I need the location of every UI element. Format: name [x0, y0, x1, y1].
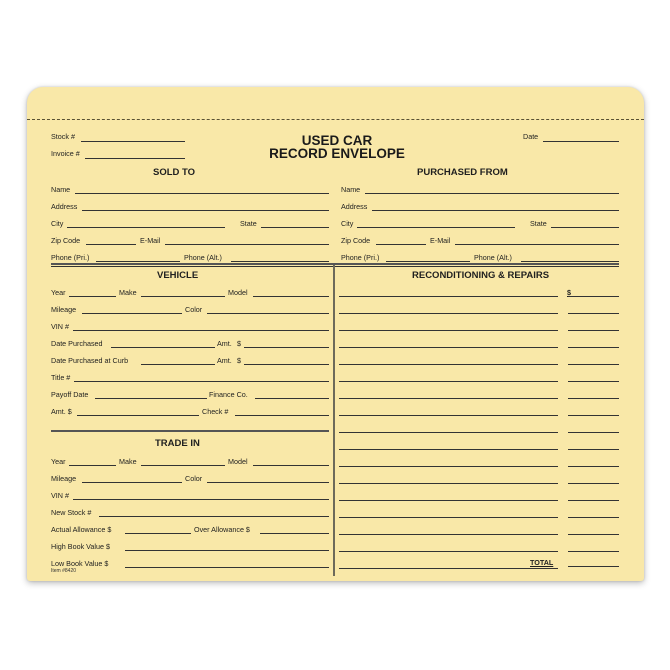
ti-make-field[interactable] — [141, 465, 225, 466]
invoice-label: Invoice # — [51, 149, 80, 158]
veh-vin-label: VIN # — [51, 322, 69, 331]
vehicle-trade-divider — [51, 430, 329, 432]
veh-vin-field[interactable] — [73, 330, 329, 331]
repair-description-line[interactable] — [339, 296, 558, 297]
veh-amt-field[interactable] — [244, 347, 329, 348]
veh-title-label: Title # — [51, 373, 71, 382]
title-line-1: USED CAR — [301, 133, 373, 148]
veh-make-field[interactable] — [141, 296, 225, 297]
sold-zip-field[interactable] — [86, 244, 136, 245]
pf-phone-pri-label: Phone (Pri.) — [341, 253, 380, 262]
pf-email-field[interactable] — [455, 244, 619, 245]
repair-description-line[interactable] — [339, 568, 558, 569]
repair-description-line[interactable] — [339, 517, 558, 518]
total-label: TOTAL — [530, 558, 554, 567]
vehicle-heading: VEHICLE — [157, 270, 199, 281]
repair-description-line[interactable] — [339, 551, 558, 552]
repair-amount-line[interactable] — [568, 466, 619, 467]
veh-payoff-field[interactable] — [95, 398, 207, 399]
veh-amt3-field[interactable] — [77, 415, 199, 416]
veh-check-label: Check # — [202, 407, 229, 416]
veh-year-label: Year — [51, 288, 66, 297]
record-envelope — [27, 87, 644, 581]
veh-color-label: Color — [185, 305, 203, 314]
repair-description-line[interactable] — [339, 347, 558, 348]
veh-year-field[interactable] — [69, 296, 116, 297]
trade-in-heading: TRADE IN — [155, 438, 200, 449]
pf-zip-label: Zip Code — [341, 236, 371, 245]
pf-phone-pri-field[interactable] — [386, 261, 470, 262]
item-number: Item #8420 — [51, 568, 77, 574]
veh-amt2-field[interactable] — [244, 364, 329, 365]
ti-year-field[interactable] — [69, 465, 116, 466]
date-field[interactable] — [543, 141, 619, 142]
invoice-field[interactable] — [85, 158, 185, 159]
repair-amount-line[interactable] — [568, 296, 619, 297]
pf-city-label: City — [341, 219, 354, 228]
veh-date-purchased-label: Date Purchased — [51, 339, 103, 348]
veh-color-field[interactable] — [207, 313, 329, 314]
veh-model-label: Model — [228, 288, 248, 297]
sold-address-label: Address — [51, 202, 78, 211]
repair-amount-line[interactable] — [568, 500, 619, 501]
pf-state-field[interactable] — [551, 227, 619, 228]
ti-high-book-field[interactable] — [125, 550, 329, 551]
veh-date-curb-label: Date Purchased at Curb — [51, 356, 129, 365]
repair-amount-line[interactable] — [568, 398, 619, 399]
sold-email-label: E-Mail — [140, 236, 161, 245]
repair-amount-line[interactable] — [568, 415, 619, 416]
repair-amount-line[interactable] — [568, 432, 619, 433]
pf-name-label: Name — [341, 185, 361, 194]
purchased-from-heading: PURCHASED FROM — [417, 167, 508, 178]
sold-name-label: Name — [51, 185, 71, 194]
ti-color-label: Color — [185, 474, 203, 483]
repair-description-line[interactable] — [339, 483, 558, 484]
repair-amount-line[interactable] — [568, 330, 619, 331]
sold-city-label: City — [51, 219, 64, 228]
ti-make-label: Make — [119, 457, 137, 466]
veh-amt3-label: Amt. $ — [51, 407, 72, 416]
sold-city-field[interactable] — [67, 227, 225, 228]
title-line-2: RECORD ENVELOPE — [269, 146, 405, 161]
repair-amount-line[interactable] — [568, 483, 619, 484]
repair-description-line[interactable] — [339, 534, 558, 535]
reconditioning-heading: RECONDITIONING & REPAIRS — [412, 270, 550, 281]
sold-address-field[interactable] — [82, 210, 329, 211]
veh-finance-label: Finance Co. — [209, 390, 248, 399]
section-divider-thin — [51, 266, 619, 267]
pf-email-label: E-Mail — [430, 236, 451, 245]
pf-phone-alt-field[interactable] — [521, 261, 619, 262]
sold-phone-pri-field[interactable] — [96, 261, 180, 262]
ti-low-book-field[interactable] — [125, 567, 329, 568]
sold-zip-label: Zip Code — [51, 236, 81, 245]
pf-address-field[interactable] — [372, 210, 619, 211]
repair-description-line[interactable] — [339, 313, 558, 314]
repair-amount-line[interactable] — [568, 347, 619, 348]
veh-payoff-label: Payoff Date — [51, 390, 89, 399]
ti-high-book-label: High Book Value $ — [51, 542, 111, 551]
total-field[interactable] — [568, 566, 619, 567]
recon-dollar-sign: $ — [567, 288, 571, 297]
veh-amt2-label: Amt. — [217, 356, 232, 365]
sold-email-field[interactable] — [165, 244, 329, 245]
perforation-line — [27, 119, 644, 120]
ti-model-field[interactable] — [253, 465, 329, 466]
repair-description-line[interactable] — [339, 432, 558, 433]
veh-check-field[interactable] — [235, 415, 329, 416]
sold-state-label: State — [240, 219, 257, 228]
veh-amt2-dollar: $ — [237, 356, 241, 365]
repair-amount-line[interactable] — [568, 381, 619, 382]
veh-amt-label: Amt. — [217, 339, 232, 348]
ti-vin-label: VIN # — [51, 491, 69, 500]
ti-actual-allowance-field[interactable] — [125, 533, 191, 534]
repair-description-line[interactable] — [339, 466, 558, 467]
column-divider — [333, 265, 335, 576]
veh-model-field[interactable] — [253, 296, 329, 297]
veh-mileage-label: Mileage — [51, 305, 77, 314]
repair-description-line[interactable] — [339, 330, 558, 331]
ti-year-label: Year — [51, 457, 66, 466]
sold-phone-alt-label: Phone (Alt.) — [184, 253, 222, 262]
pf-address-label: Address — [341, 202, 368, 211]
repair-description-line[interactable] — [339, 500, 558, 501]
pf-zip-field[interactable] — [376, 244, 426, 245]
ti-over-allowance-label: Over Allowance $ — [194, 525, 250, 534]
veh-title-field[interactable] — [74, 381, 329, 382]
repair-amount-line[interactable] — [568, 364, 619, 365]
veh-mileage-field[interactable] — [82, 313, 182, 314]
ti-new-stock-label: New Stock # — [51, 508, 92, 517]
section-divider — [51, 263, 619, 265]
ti-over-allowance-field[interactable] — [260, 533, 329, 534]
ti-model-label: Model — [228, 457, 248, 466]
ti-new-stock-field[interactable] — [99, 516, 329, 517]
pf-state-label: State — [530, 219, 547, 228]
stock-field[interactable] — [81, 141, 185, 142]
veh-finance-field[interactable] — [255, 398, 329, 399]
ti-low-book-label: Low Book Value $ — [51, 559, 109, 568]
ti-color-field[interactable] — [207, 482, 329, 483]
sold-phone-pri-label: Phone (Pri.) — [51, 253, 90, 262]
pf-city-field[interactable] — [357, 227, 515, 228]
ti-mileage-field[interactable] — [82, 482, 182, 483]
sold-to-heading: SOLD TO — [153, 167, 196, 178]
date-label: Date — [523, 132, 539, 141]
repair-amount-line[interactable] — [568, 551, 619, 552]
repair-amount-line[interactable] — [568, 534, 619, 535]
sold-name-field[interactable] — [75, 193, 329, 194]
repair-description-line[interactable] — [339, 449, 558, 450]
repair-description-line[interactable] — [339, 415, 558, 416]
repair-amount-line[interactable] — [568, 449, 619, 450]
repair-amount-line[interactable] — [568, 313, 619, 314]
ti-actual-allowance-label: Actual Allowance $ — [51, 525, 112, 534]
veh-make-label: Make — [119, 288, 137, 297]
ti-vin-field[interactable] — [73, 499, 329, 500]
veh-amt-dollar: $ — [237, 339, 241, 348]
veh-date-curb-field[interactable] — [141, 364, 215, 365]
sold-phone-alt-field[interactable] — [231, 261, 329, 262]
repair-description-line[interactable] — [339, 398, 558, 399]
pf-name-field[interactable] — [365, 193, 619, 194]
repair-description-line[interactable] — [339, 364, 558, 365]
pf-phone-alt-label: Phone (Alt.) — [474, 253, 512, 262]
repair-description-line[interactable] — [339, 381, 558, 382]
ti-mileage-label: Mileage — [51, 474, 77, 483]
sold-state-field[interactable] — [261, 227, 329, 228]
veh-date-purchased-field[interactable] — [111, 347, 215, 348]
stock-label: Stock # — [51, 132, 75, 141]
repair-amount-line[interactable] — [568, 517, 619, 518]
